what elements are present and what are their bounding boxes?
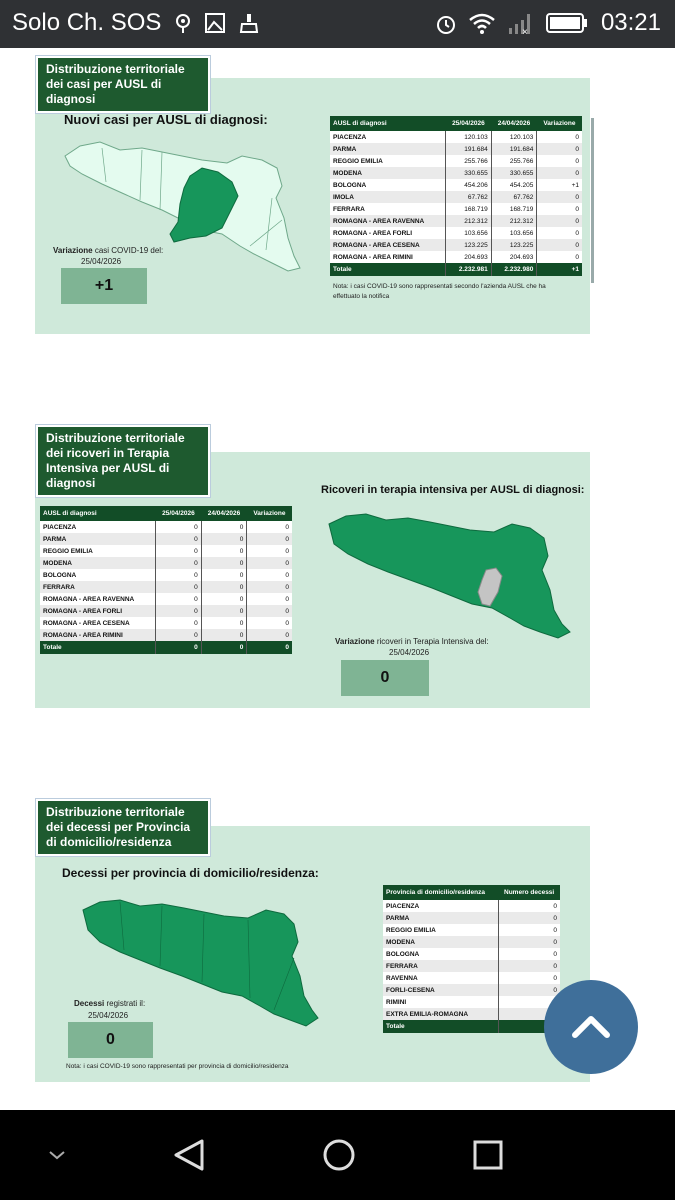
section-subtitle: Ricoveri in terapia intensiva per AUSL di diagnosi: — [321, 484, 585, 496]
row-label: ROMAGNA - AREA FORLI — [40, 605, 156, 617]
row-label: PARMA — [330, 143, 446, 155]
row-value: 330.655 — [446, 167, 492, 179]
icu-map — [326, 512, 572, 648]
chevron-up-icon — [544, 980, 638, 1074]
home-icon[interactable] — [319, 1135, 359, 1175]
row-value: 123.225 — [446, 239, 492, 251]
row-value: 0 — [537, 239, 582, 251]
row-value: 0 — [201, 581, 247, 593]
col-header[interactable]: Provincia di domicilio/residenza — [383, 885, 498, 900]
total-row — [383, 1020, 560, 1033]
table-row — [330, 239, 582, 251]
scroll-to-top-button[interactable] — [544, 980, 638, 1074]
row-value: 0 — [156, 557, 202, 569]
variation-value: +1 — [61, 268, 147, 304]
icu-table — [40, 506, 292, 654]
col-header[interactable]: 25/04/2026 — [446, 116, 492, 131]
row-label: REGGIO EMILIA — [333, 157, 383, 165]
row-label: ROMAGNA - AREA CESENA — [43, 619, 130, 627]
recents-icon[interactable] — [468, 1135, 508, 1175]
row-value: 0 — [498, 972, 560, 984]
table-row — [383, 924, 560, 936]
table-row — [40, 569, 292, 581]
row-value: 0 — [156, 629, 202, 641]
row-value: 0 — [537, 155, 582, 167]
variation-value: 0 — [341, 660, 429, 696]
row-label: BOLOGNA — [43, 571, 77, 579]
row-label: ROMAGNA - AREA CESENA — [330, 239, 446, 251]
battery-icon — [546, 13, 588, 33]
row-value: 191.684 — [491, 143, 537, 155]
deaths-value: 0 — [68, 1022, 153, 1058]
row-value: 103.656 — [491, 227, 537, 239]
row-value: 0 — [247, 557, 292, 569]
row-value: 0 — [201, 605, 247, 617]
total-value: +1 — [537, 263, 582, 276]
row-value: 191.684 — [446, 143, 492, 155]
image-icon — [204, 12, 226, 34]
row-label: FERRARA — [40, 581, 156, 593]
row-value: 0 — [156, 605, 202, 617]
row-value: 454.205 — [491, 179, 537, 191]
row-label: EXTRA EMILIA-ROMAGNA — [383, 1008, 498, 1020]
row-value: 0 — [537, 203, 582, 215]
table-row — [330, 215, 582, 227]
row-value: 0 — [156, 521, 202, 533]
row-label: ROMAGNA - AREA RAVENNA — [43, 595, 135, 603]
col-header[interactable]: 25/04/2026 — [156, 506, 202, 521]
row-value: 0 — [201, 533, 247, 545]
row-label: REGGIO EMILIA — [43, 547, 93, 555]
variation-label: Variazione casi COVID-19 del: — [53, 246, 164, 255]
table-row — [330, 155, 582, 167]
row-value: 123.225 — [491, 239, 537, 251]
row-label: RAVENNA — [386, 974, 418, 982]
chevron-down-icon[interactable] — [44, 1135, 70, 1175]
svg-text:×: × — [522, 27, 528, 36]
row-value: +1 — [537, 179, 582, 191]
table-scrollbar[interactable] — [591, 118, 594, 283]
row-value: 0 — [201, 569, 247, 581]
col-header[interactable]: 24/04/2026 — [491, 116, 537, 131]
section-title: Distribuzione territoriale dei casi per AUSL di diagnosi — [36, 56, 210, 113]
section-subtitle: Nuovi casi per AUSL di diagnosi: — [64, 112, 268, 127]
status-bar — [0, 0, 675, 48]
table-row — [330, 227, 582, 239]
table-row — [383, 900, 560, 912]
table-row — [383, 984, 560, 996]
row-label: FERRARA — [383, 960, 498, 972]
row-value: 0 — [247, 533, 292, 545]
deaths-table — [383, 885, 560, 1033]
table-row — [383, 972, 560, 984]
row-label: ROMAGNA - AREA RIMINI — [333, 253, 413, 261]
col-header[interactable]: AUSL di diagnosi — [40, 506, 156, 521]
navigation-bar — [0, 1110, 675, 1200]
row-label: MODENA — [330, 167, 446, 179]
row-value: 0 — [156, 533, 202, 545]
total-label: Totale — [330, 263, 446, 276]
row-value: 0 — [201, 545, 247, 557]
row-value: 0 — [498, 900, 560, 912]
total-value: 2.232.981 — [446, 263, 492, 276]
row-label: BOLOGNA — [333, 181, 367, 189]
section-title: Distribuzione territoriale dei ricoveri in Terapia Intensiva per AUSL di diagnosi — [36, 425, 210, 497]
table-row — [330, 143, 582, 155]
table-row — [40, 557, 292, 569]
row-value: 212.312 — [491, 215, 537, 227]
row-value: 204.693 — [446, 251, 492, 263]
deaths-note: Nota: i casi COVID-19 sono rappresentati per provincia di domicilio/residenza — [66, 1063, 289, 1070]
row-value: 330.655 — [491, 167, 537, 179]
row-value: 0 — [498, 948, 560, 960]
variation-label: Variazione ricoveri in Terapia Intensiva del: — [335, 637, 489, 646]
row-value: 0 — [156, 569, 202, 581]
row-value: 0 — [498, 960, 560, 972]
row-value: 255.766 — [491, 155, 537, 167]
row-label: RIMINI — [386, 998, 407, 1006]
row-value: 0 — [537, 143, 582, 155]
table-row — [383, 1008, 560, 1020]
row-value: 0 — [498, 924, 560, 936]
carrier-name: Solo Ch. SOS — [12, 9, 162, 36]
row-value: 0 — [537, 167, 582, 179]
row-value: 0 — [247, 605, 292, 617]
cases-note: Nota: i casi COVID-19 sono rappresentati secondo l'azienda AUSL che ha effettuato la notifica — [333, 283, 546, 300]
row-value: 0 — [537, 131, 582, 143]
table-row — [40, 545, 292, 557]
table-row — [40, 593, 292, 605]
section-title: Distribuzione territoriale dei decessi per Provincia di domicilio/residenza — [36, 799, 210, 856]
row-value: 0 — [201, 557, 247, 569]
row-value: 0 — [247, 617, 292, 629]
row-label: PARMA — [40, 533, 156, 545]
total-row — [40, 641, 292, 654]
row-value: 67.762 — [446, 191, 492, 203]
total-value: 2.232.980 — [491, 263, 537, 276]
table-row — [383, 912, 560, 924]
row-label: BOLOGNA — [386, 950, 420, 958]
variation-date: 25/04/2026 — [81, 257, 122, 266]
row-value: 0 — [247, 593, 292, 605]
row-value: 0 — [498, 936, 560, 948]
row-value: 0 — [156, 581, 202, 593]
table-row — [383, 996, 560, 1008]
table-row — [383, 960, 560, 972]
table-row — [330, 131, 582, 143]
deaths-label: Decessi registrati il: — [74, 999, 146, 1008]
row-value: 0 — [247, 629, 292, 641]
table-row — [40, 533, 292, 545]
row-value: 168.719 — [491, 203, 537, 215]
table-row — [40, 581, 292, 593]
col-header[interactable]: Variazione — [537, 116, 582, 131]
row-label: MODENA — [383, 936, 498, 948]
row-value: 0 — [201, 617, 247, 629]
row-label: IMOLA — [330, 191, 446, 203]
alarm-icon — [434, 12, 458, 36]
row-value: 0 — [537, 191, 582, 203]
table-row — [330, 203, 582, 215]
row-value: 0 — [156, 617, 202, 629]
row-label: FERRARA — [333, 205, 365, 213]
table-row — [40, 629, 292, 641]
row-value: 0 — [201, 521, 247, 533]
table-row — [40, 617, 292, 629]
row-value: 0 — [498, 912, 560, 924]
row-value: 0 — [247, 569, 292, 581]
row-value: 0 — [201, 629, 247, 641]
row-label: MODENA — [40, 557, 156, 569]
row-label: FORLI-CESENA — [383, 984, 498, 996]
row-label: PIACENZA — [386, 902, 420, 910]
table-row — [40, 605, 292, 617]
row-value: 168.719 — [446, 203, 492, 215]
row-value: 0 — [247, 545, 292, 557]
table-row — [40, 521, 292, 533]
back-icon[interactable] — [170, 1135, 210, 1175]
variation-date: 25/04/2026 — [389, 648, 430, 657]
row-value: 0 — [156, 593, 202, 605]
row-value: 0 — [156, 545, 202, 557]
wifi-icon — [468, 12, 496, 34]
table-row — [383, 936, 560, 948]
table-row — [330, 251, 582, 263]
table-row — [383, 948, 560, 960]
row-value: 0 — [498, 984, 560, 996]
broom-icon — [238, 12, 260, 34]
total-value: 0 — [156, 641, 202, 654]
deaths-date: 25/04/2026 — [88, 1011, 129, 1020]
row-value: 0 — [201, 593, 247, 605]
row-value: 0 — [537, 227, 582, 239]
table-row — [330, 191, 582, 203]
section-subtitle: Decessi per provincia di domicilio/residenza: — [62, 866, 319, 880]
total-value: 0 — [247, 641, 292, 654]
row-value: 0 — [247, 521, 292, 533]
col-header[interactable]: 24/04/2026 — [201, 506, 247, 521]
row-value: 212.312 — [446, 215, 492, 227]
col-header[interactable]: Numero decessi — [498, 885, 560, 900]
table-row — [330, 167, 582, 179]
clock: 03:21 — [600, 9, 661, 36]
row-label: PARMA — [383, 912, 498, 924]
row-value: 0 — [537, 251, 582, 263]
row-label: PIACENZA — [43, 523, 77, 531]
row-label: PIACENZA — [333, 133, 367, 141]
total-label: Totale — [40, 641, 156, 654]
row-value: 454.206 — [446, 179, 492, 191]
row-value: 0 — [247, 581, 292, 593]
row-value: 255.766 — [446, 155, 492, 167]
row-value: 0 — [537, 215, 582, 227]
row-value: 120.103 — [446, 131, 492, 143]
row-label: ROMAGNA - AREA RIMINI — [40, 629, 156, 641]
row-label: REGGIO EMILIA — [386, 926, 436, 934]
col-header[interactable]: AUSL di diagnosi — [330, 116, 446, 131]
row-value: 120.103 — [491, 131, 537, 143]
row-label: ROMAGNA - AREA FORLI — [333, 229, 413, 237]
location-icon — [172, 12, 194, 34]
total-value: 0 — [201, 641, 247, 654]
col-header[interactable]: Variazione — [247, 506, 292, 521]
cases-table — [330, 116, 582, 276]
row-label: ROMAGNA - AREA RAVENNA — [330, 215, 446, 227]
signal-icon — [507, 12, 533, 36]
total-row — [330, 263, 582, 276]
row-value: 67.762 — [491, 191, 537, 203]
table-row — [330, 179, 582, 191]
row-value: 103.656 — [446, 227, 492, 239]
row-value: 204.693 — [491, 251, 537, 263]
total-label: Totale — [383, 1020, 498, 1033]
